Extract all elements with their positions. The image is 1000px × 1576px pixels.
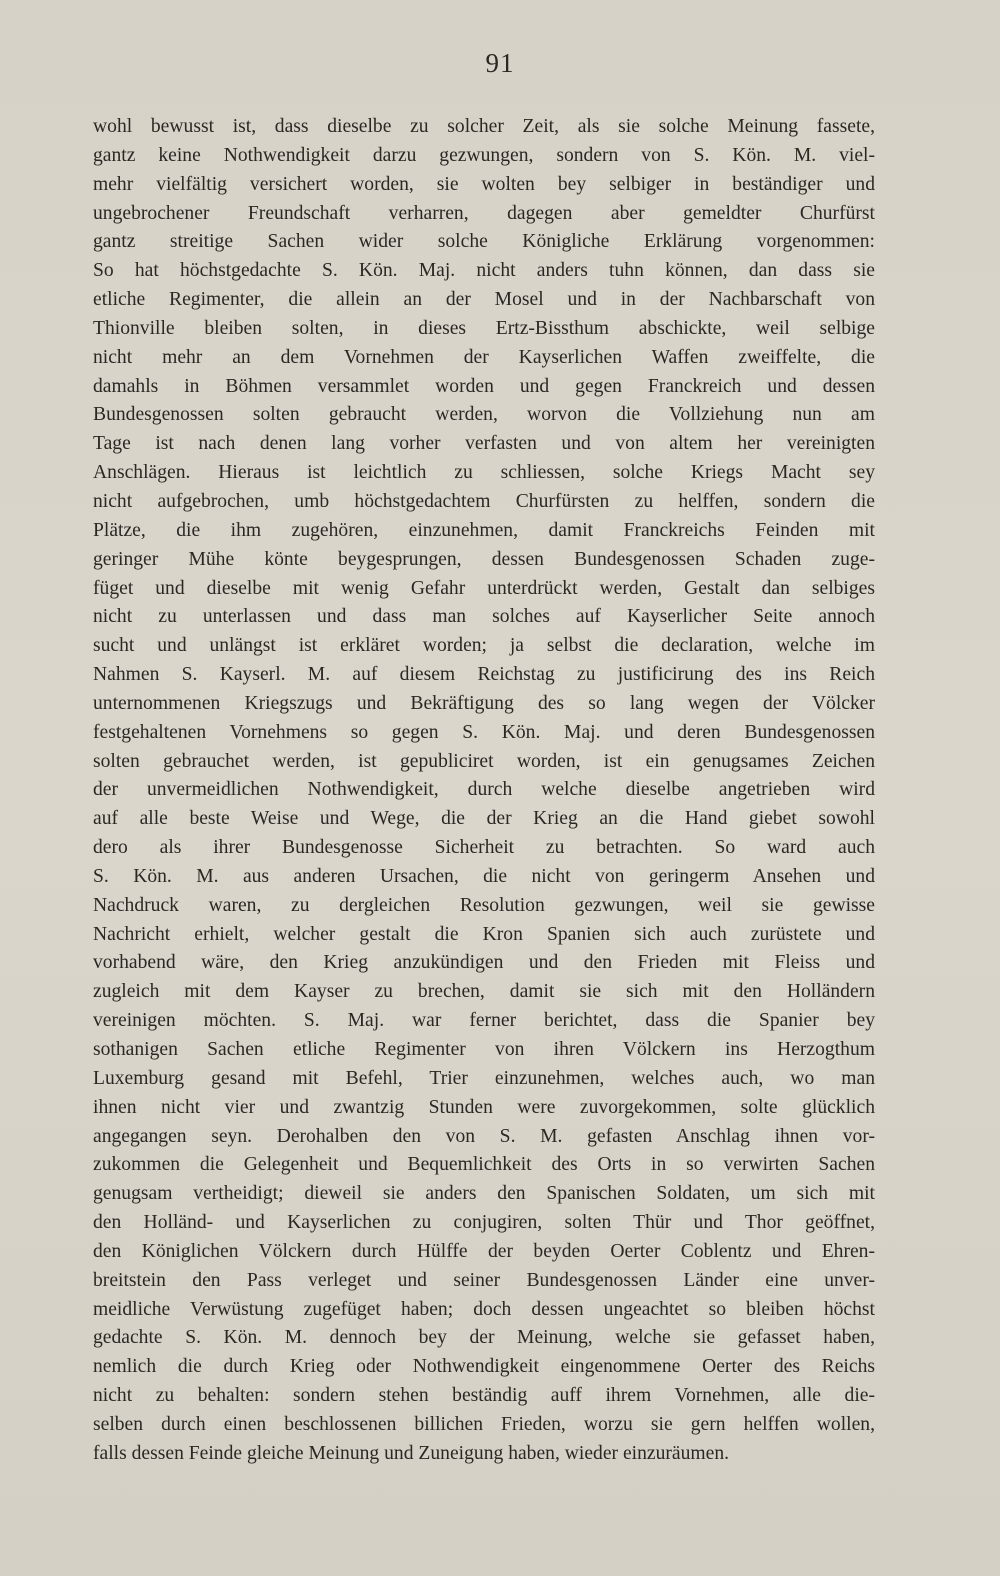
text-line: mehr vielfältig versichert worden, sie wolten bey selbiger in beständiger und <box>93 173 875 195</box>
text-line: genugsam vertheidigt; dieweil sie anders den Spanischen Soldaten, um sich mit <box>93 1183 875 1205</box>
text-line: Nachricht erhielt, welcher gestalt die Kron Spanien sich auch zurüstete und <box>93 923 875 945</box>
body-text <box>93 113 875 1469</box>
text-line: vereinigen möchten. S. Maj. war ferner berichtet, dass die Spanier bey <box>93 1010 875 1032</box>
text-line: solten gebrauchet werden, ist gepubliciret worden, ist ein genugsames Zeichen <box>93 750 875 772</box>
text-line: Thionville bleiben solten, in dieses Ertz-Bissthum abschickte, weil selbige <box>93 317 875 339</box>
text-line: nicht zu unterlassen und dass man solches auf Kayserlicher Seite annoch <box>93 606 875 628</box>
text-line: Nahmen S. Kayserl. M. auf diesem Reichstag zu justificirung des ins Reich <box>93 664 875 686</box>
text-line: nicht zu behalten: sondern stehen beständig auff ihrem Vornehmen, alle die- <box>93 1385 875 1407</box>
text-line: etliche Regimenter, die allein an der Mosel und in der Nachbarschaft von <box>93 289 875 311</box>
text-line: S. Kön. M. aus anderen Ursachen, die nicht von geringerm Ansehen und <box>93 865 875 887</box>
text-line: dero als ihrer Bundesgenosse Sicherheit zu betrachten. So ward auch <box>93 837 875 859</box>
text-line: ungebrochener Freundschaft verharren, dagegen aber gemeldter Churfürst <box>93 202 875 224</box>
text-line: füget und dieselbe mit wenig Gefahr unterdrückt werden, Gestalt dan selbiges <box>93 577 875 599</box>
text-line: gantz keine Nothwendigkeit darzu gezwungen, sondern von S. Kön. M. viel- <box>93 144 875 166</box>
text-line: sothanigen Sachen etliche Regimenter von ihren Völckern ins Herzogthum <box>93 1039 875 1060</box>
text-line: zugleich mit dem Kayser zu brechen, damit sie sich mit den Holländern <box>93 981 875 1003</box>
text-line: meidliche Verwüstung zugefüget haben; doch dessen ungeachtet so bleiben höchst <box>93 1298 875 1320</box>
text-line: nicht mehr an dem Vornehmen der Kayserlichen Waffen zweiffelte, die <box>93 346 875 368</box>
text-line: Tage ist nach denen lang vorher verfasten und von altem her vereinigten <box>93 433 875 455</box>
text-line: sucht und unlängst ist erkläret worden; ja selbst die declaration, welche im <box>93 635 875 657</box>
text-line: den Königlichen Völckern durch Hülffe der beyden Oerter Coblentz und Ehren- <box>93 1240 875 1262</box>
text-line: damahls in Böhmen versammlet worden und gegen Franckreich und dessen <box>93 375 875 397</box>
text-line: Luxemburg gesand mit Befehl, Trier einzunehmen, welches auch, wo man <box>93 1067 875 1089</box>
text-line: selben durch einen beschlossenen billichen Frieden, worzu sie gern helffen wollen, <box>93 1413 875 1435</box>
text-line: nicht aufgebrochen, umb höchstgedachtem Churfürsten zu helffen, sondern die <box>93 490 875 512</box>
text-line: falls dessen Feinde gleiche Meinung und Zuneigung haben, wieder einzuräumen. <box>93 1442 730 1464</box>
text-line: ihnen nicht vier und zwantzig Stunden were zuvorgekommen, solte glücklich <box>93 1096 875 1118</box>
text-line: geringer Mühe könte beygesprungen, dessen Bundesgenossen Schaden zuge- <box>93 548 875 570</box>
text-line: angegangen seyn. Derohalben den von S. M. gefasten Anschlag ihnen vor- <box>93 1125 875 1147</box>
text-line: breitstein den Pass verleget und seiner Bundesgenossen Länder eine unver- <box>93 1269 875 1291</box>
text-line: unternommenen Kriegszugs und Bekräftigung des so lang wegen der Völcker <box>93 692 875 714</box>
text-line: gantz streitige Sachen wider solche Königliche Erklärung vorgenommen: <box>93 231 875 253</box>
text-line: festgehaltenen Vornehmens so gegen S. Kön. Maj. und deren Bundesgenossen <box>93 721 875 743</box>
text-line: nemlich die durch Krieg oder Nothwendigkeit eingenommene Oerter des Reichs <box>93 1356 875 1378</box>
text-line: der unvermeidlichen Nothwendigkeit, durch welche dieselbe angetrieben wird <box>93 779 875 801</box>
text-line: So hat höchstgedachte S. Kön. Maj. nicht anders tuhn können, dan dass sie <box>93 260 875 282</box>
page-number: 91 <box>485 48 515 78</box>
text-line: den Holländ- und Kayserlichen zu conjugiren, solten Thür und Thor geöffnet, <box>93 1212 875 1234</box>
text-line: Bundesgenossen solten gebraucht werden, worvon die Vollziehung nun am <box>93 404 875 426</box>
text-line: zukommen die Gelegenheit und Bequemlichkeit des Orts in so verwirten Sachen <box>93 1154 875 1176</box>
text-line: gedachte S. Kön. M. dennoch bey der Meinung, welche sie gefasset haben, <box>93 1327 875 1349</box>
text-line: auf alle beste Weise und Wege, die der Krieg an die Hand giebet sowohl <box>93 808 875 830</box>
text-line: wohl bewusst ist, dass dieselbe zu solcher Zeit, als sie solche Meinung fassete, <box>93 116 875 137</box>
text-line: vorhabend wäre, den Krieg anzukündigen und den Frieden mit Fleiss und <box>93 952 875 974</box>
text-line: Anschlägen. Hieraus ist leichtlich zu schliessen, solche Kriegs Macht sey <box>93 462 875 484</box>
text-line: Nachdruck waren, zu dergleichen Resolution gezwungen, weil sie gewisse <box>93 894 875 916</box>
text-line: Plätze, die ihm zugehören, einzunehmen, damit Franckreichs Feinden mit <box>93 519 875 541</box>
